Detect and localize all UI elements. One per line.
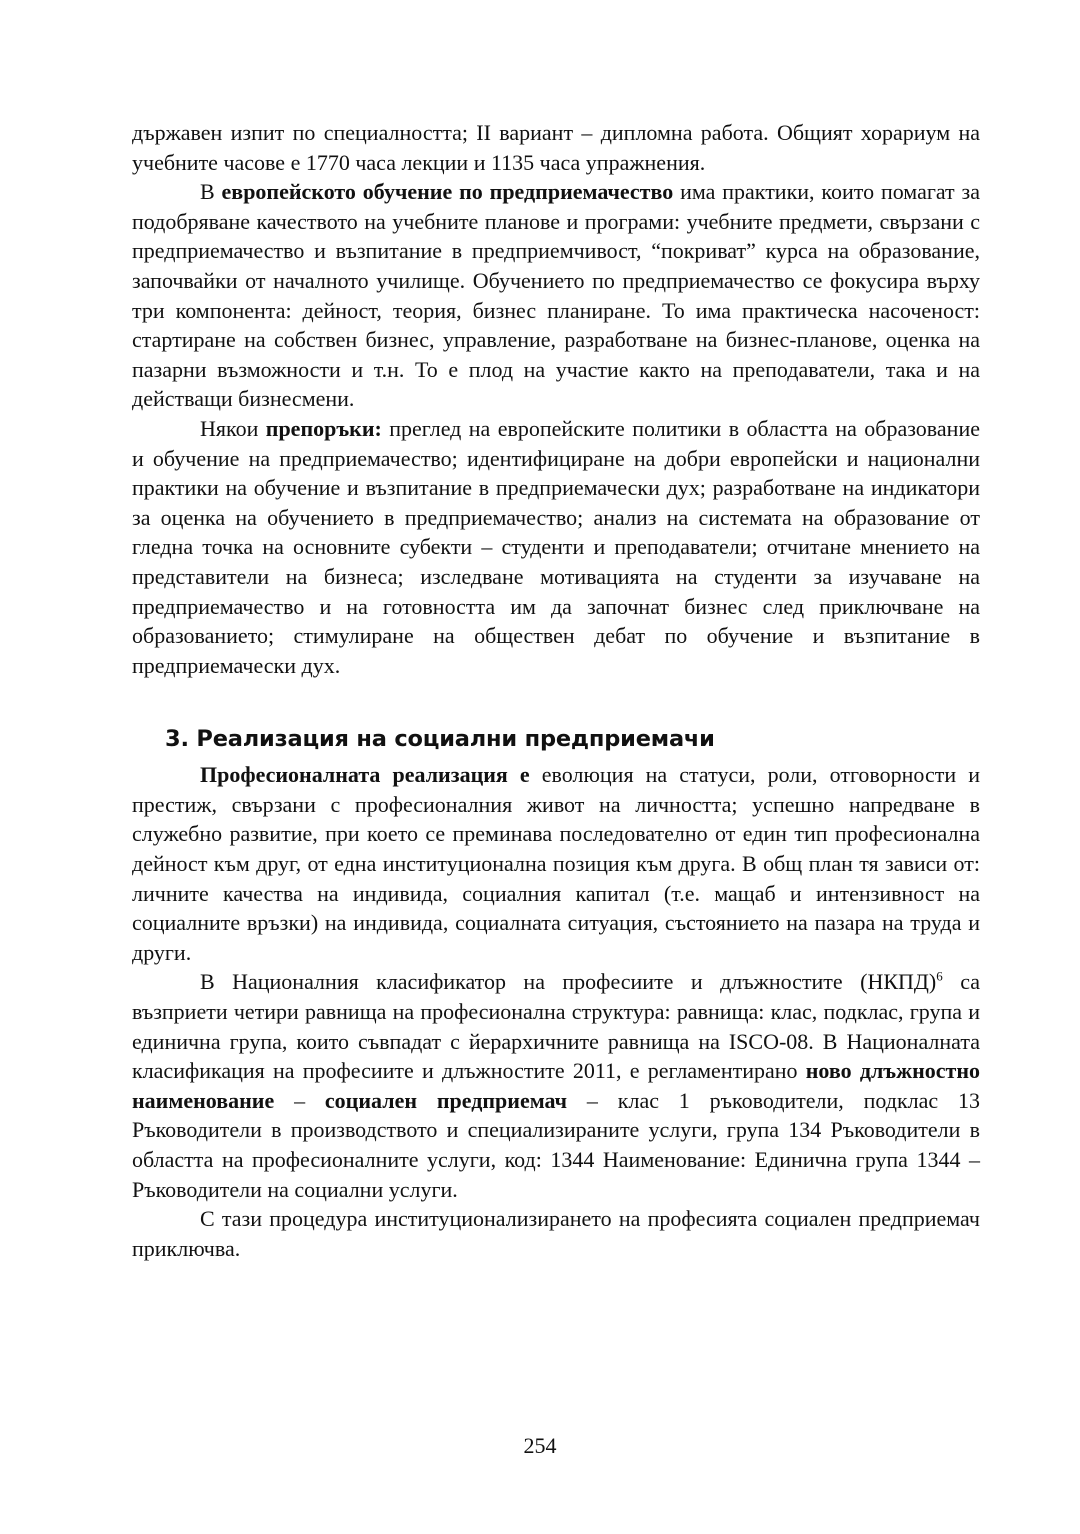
european-training-emphasis: европейското обучение по предприемачество (221, 179, 674, 205)
professional-realization-emphasis: Професионалната реализация е (200, 762, 530, 788)
paragraph-conclusion (132, 1204, 980, 1263)
page-body (132, 118, 980, 1263)
paragraph-european-training-lead: В (200, 179, 222, 205)
paragraph-professional-realization-text: еволюция на статуси, роли, отговорности и престиж, свързани с професионалния живот на личността; успешно напредване в служебно развитие, при което се преминава последователно от един тип професионална дейност към друг, от една институционална позиция към друга. В общ план тя зависи от: личните качества на индивида, социалния капитал (т.е. мащаб и интензивност на социалните връзки) на индивида, социалната ситуация, състоянието на пазара на труда и други. (132, 762, 980, 965)
paragraph-classifier (132, 967, 980, 1204)
paragraph-european-training (132, 177, 980, 414)
paragraph-recommendations-lead: Някои (200, 415, 266, 441)
paragraph-intro (132, 118, 980, 177)
paragraph-classifier-text-b: са възприети четири равнища на професионална структура: равнища: клас, подклас, група и единична група, които съвпадат с йерархичните равнища на ISCO-08. В Националната класификация на професиите и длъжностите 2011, е регламентирано (132, 969, 980, 1084)
paragraph-european-training-text: има практики, които помагат за подобряване качеството на учебните планове и програми: учебните предмети, свързани с предприемачество и възпитание в предприемчивост, “покриват” курса на образование, започвайки от началното училище. Обучението по предприемачество се фокусира върху три компонента: дейност, теория, бизнес планиране. То има практическа насоченост: стартиране на собствен бизнес, управление, разработване на бизнес-планове, оценка на пазарни възможности и т.н. То е плод на участие както на преподаватели, така и на действащи бизнесмени. (132, 179, 980, 412)
paragraph-recommendations-text: преглед на европейските политики в областта на образование и обучение на предприемачество; идентифициране на добри европейски и национални практики на обучение и възпитание в предприемачески дух; разработване на индикатори за оценка на обучението в предприемачество; анализ на системата на образование от гледна точка на основните субекти – студенти и преподаватели; отчитане мнението на представители на бизнеса; изследване мотивацията на студенти за изучаване на предприемачество и на готовността им да започнат бизнес след приключване на образованието; стимулиране на обществен дебат по обучение и възпитание в предприемачески дух. (132, 415, 980, 678)
paragraph-professional-realization (132, 760, 980, 967)
paragraph-classifier-text-d: – клас 1 ръководители, подклас 13 Ръководители в производството и специализираните услуги, група 134 Ръководители в областта на професионалните услуги, код: 1344 Наименование: Единична група 1344 – Ръководители на социални услуги. (132, 1087, 981, 1202)
section-heading: 3. Реализация на социални предприемачи (165, 726, 715, 753)
footnote-reference: 6 (936, 969, 943, 985)
paragraph-classifier-text-c: – (274, 1087, 325, 1113)
paragraph-conclusion-text: С тази процедура институционализирането на професията социален предприемач приключва. (132, 1206, 980, 1261)
paragraph-intro-text: държавен изпит по специалността; II вариант – дипломна работа. Общият хорариум на учебните часове е 1770 часа лекции и 1135 часа упражнения. (132, 120, 980, 175)
page-number: 254 (523, 1433, 557, 1458)
recommendations-emphasis: препоръки: (265, 415, 382, 441)
paragraph-recommendations (132, 414, 980, 680)
social-entrepreneur-emphasis: социален предприемач (324, 1087, 568, 1113)
paragraph-classifier-text-a: В Националния класификатор на професиите и длъжностите (НКПД) (200, 969, 937, 995)
new-job-title-emphasis: ново длъжностно наименование (132, 1058, 981, 1113)
